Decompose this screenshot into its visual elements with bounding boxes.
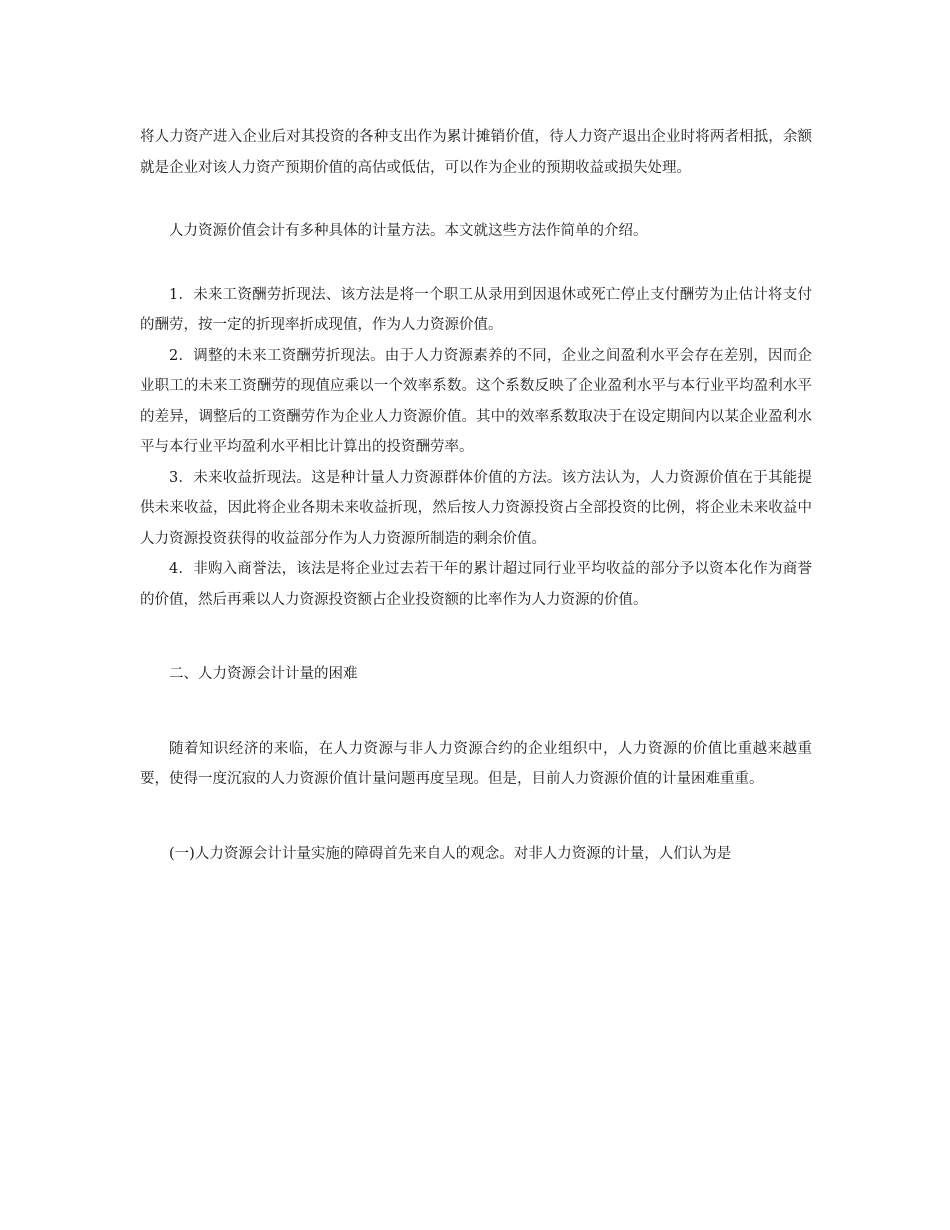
paragraph-intro-methods: 人力资源价值会计有多种具体的计量方法。本文就这些方法作简单的介绍。 — [169, 223, 648, 239]
paragraph-method-3: 3．未来收益折现法。这是种计量人力资源群体价值的方法。该方法认为，人力资源价值在于其能提供未来收益，因此将企业各期未来收益折现，然后按人力资源投资占全部投资的比例，将企业未来收益中人力资源投资获得的收益部分作为人力资源所制造的剩余价值。 — [140, 469, 812, 547]
paragraph-method-1: 1．未来工资酬劳折现法、该方法是将一个职工从录用到因退休或死亡停止支付酬劳为止估计将支付的酬劳，按一定的折现率折成现值，作为人力资源价值。 — [140, 286, 812, 333]
section-heading: 二、人力资源会计计量的困难 — [169, 666, 358, 682]
paragraph-difficulties: 随着知识经济的来临，在人力资源与非人力资源合约的企业组织中，人力资源的价值比重越来越重要，使得一度沉寂的人力资源价值计量问题再度呈现。但是，目前人力资源价值的计量困难重重。 — [140, 740, 812, 787]
paragraph-method-4: 4．非购入商誉法，该法是将企业过去若干年的累计超过同行业平均收益的部分予以资本化作为商誉的价值，然后再乘以人力资源投资额占企业投资额的比率作为人力资源的价值。 — [140, 561, 812, 608]
paragraph-method-2: 2．调整的未来工资酬劳折现法。由于人力资源素养的不同，企业之间盈利水平会存在差别，因而企业职工的未来工资酬劳的现值应乘以一个效率系数。这个系数反映了企业盈利水平与本行业平均盈利水平的差异，调整后的工资酬劳作为企业人力资源价值。其中的效率系数取决于在设定期间内以某企业盈利水平与本行业平均盈利水平相比计算出的投资酬劳率。 — [140, 347, 812, 455]
paragraph-continuation: 将人力资产进入企业后对其投资的各种支出作为累计摊销价值，待人力资产退出企业时将两者相抵，余额就是企业对该人力资产预期价值的高估或低估，可以作为企业的预期收益或损失处理。 — [140, 129, 812, 176]
document-body — [140, 122, 812, 869]
paragraph-obstacle-1: (一)人力资源会计计量实施的障碍首先来自人的观念。对非人力资源的计量，人们认为是 — [169, 845, 732, 862]
